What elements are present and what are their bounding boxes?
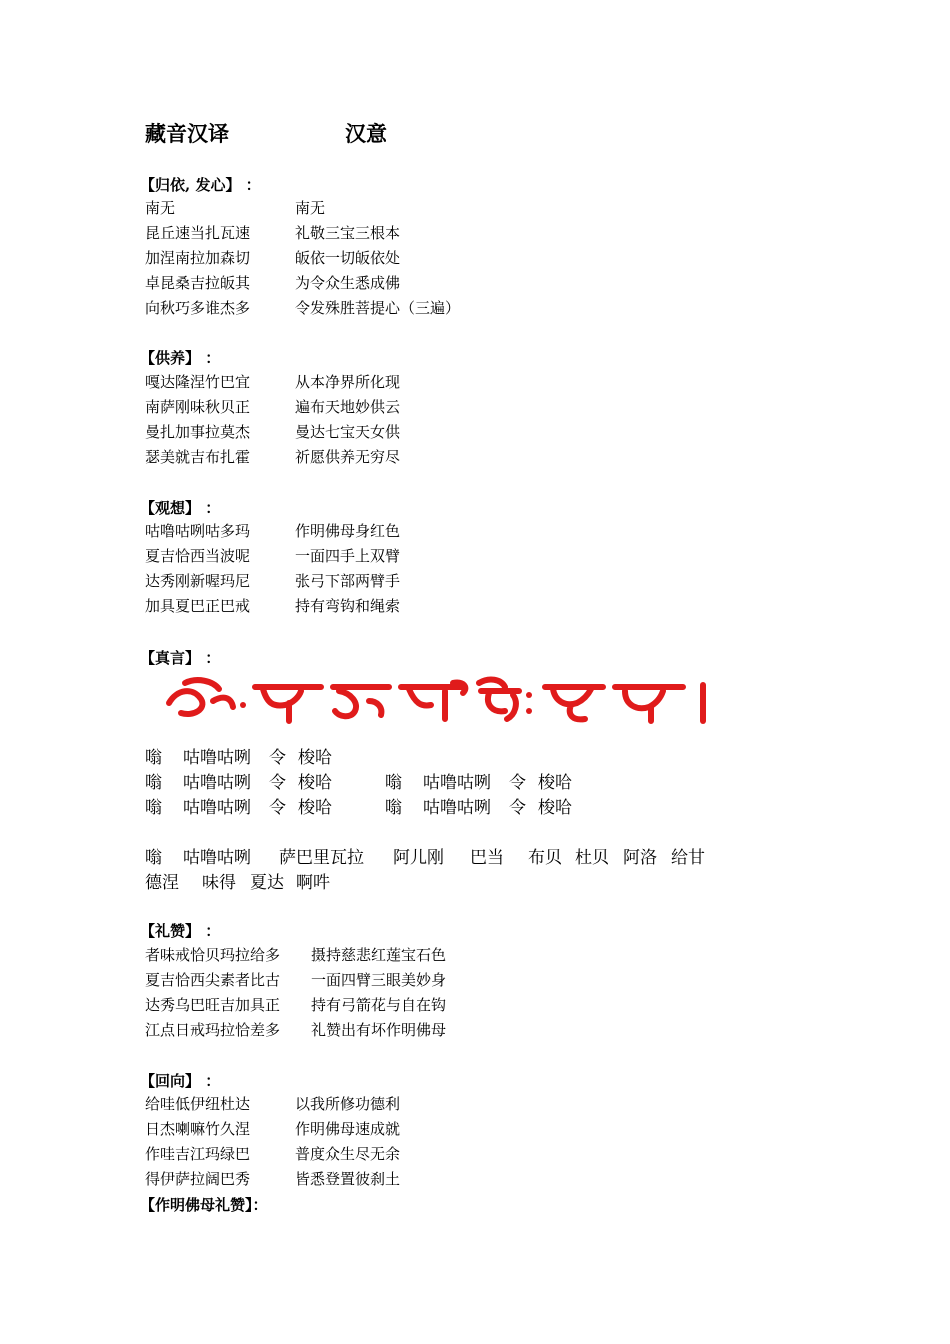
mantra-syllable: 梭哈 xyxy=(538,773,572,793)
transliteration-text: 者味戒恰贝玛拉给多 xyxy=(145,946,281,964)
heading-offering: 【供养】 ： xyxy=(140,349,221,367)
transliteration-text: 夏吉恰西当波呢 xyxy=(145,547,251,565)
mantra-syllable: 巴当 xyxy=(470,848,504,868)
mantra-syllable: 咕噜咕咧 xyxy=(183,848,251,868)
mantra-syllable: 梭哈 xyxy=(298,773,332,793)
meaning-text: 南无 xyxy=(295,199,326,217)
transliteration-text: 曼扎加事拉莫杰 xyxy=(145,423,251,441)
mantra-syllable: 嗡 xyxy=(385,798,402,818)
verse-row xyxy=(145,520,401,541)
column-headers xyxy=(145,118,387,148)
mantra-syllable: 梭哈 xyxy=(298,748,332,768)
meaning-text: 摄持慈悲红莲宝石色 xyxy=(311,946,447,964)
heading-praise: 【礼赞】 ： xyxy=(140,922,221,940)
meaning-text: 作明佛母身红色 xyxy=(295,522,401,540)
transliteration-text: 咕噜咕咧咕多玛 xyxy=(145,522,251,540)
mantra-syllable: 阿儿刚 xyxy=(393,848,444,868)
mantra-syllable: 杜贝 xyxy=(575,848,609,868)
meaning-text: 以我所修功德利 xyxy=(295,1095,401,1113)
heading-visualization: 【观想】 ： xyxy=(140,499,221,517)
verse-row xyxy=(145,570,401,591)
mantra-syllable: 给甘 xyxy=(671,848,705,868)
verse-row xyxy=(145,944,447,965)
verse-row xyxy=(145,545,401,566)
meaning-text: 礼赞出有坏作明佛母 xyxy=(311,1021,447,1039)
verse-row xyxy=(145,272,401,293)
transliteration-text: 夏吉恰西尖素者比古 xyxy=(145,971,281,989)
transliteration-text: 得伊萨拉阔巴秀 xyxy=(145,1170,251,1188)
mantra-syllable: 令 xyxy=(269,748,286,768)
meaning-text: 普度众生尽无余 xyxy=(295,1145,401,1163)
mantra-syllable: 咕噜咕咧 xyxy=(183,798,251,818)
transliteration-text: 江点日戒玛拉恰差多 xyxy=(145,1021,281,1039)
mantra-syllable: 令 xyxy=(269,773,286,793)
mantra-syllable: 令 xyxy=(269,798,286,818)
transliteration-text: 卓昆桑吉拉皈其 xyxy=(145,274,251,292)
mantra-syllable: 嗡 xyxy=(145,773,162,793)
meaning-text: 一面四手上双臂 xyxy=(295,547,401,565)
transliteration-text: 南萨刚味秋贝正 xyxy=(145,398,251,416)
mantra-syllable: 梭哈 xyxy=(538,798,572,818)
verse-row xyxy=(145,994,447,1015)
meaning-text: 遍布天地妙供云 xyxy=(295,398,401,416)
meaning-text: 曼达七宝天女供 xyxy=(295,423,401,441)
tibetan-mantra-banner xyxy=(163,673,725,731)
mantra-syllable: 咕噜咕咧 xyxy=(423,773,491,793)
verse-row xyxy=(145,297,461,318)
transliteration-text: 嘎达隆涅竹巴宜 xyxy=(145,373,251,391)
mantra-syllable: 夏达 xyxy=(250,873,284,893)
mantra-syllable: 咕噜咕咧 xyxy=(183,748,251,768)
transliteration-text: 达秀乌巴旺吉加具正 xyxy=(145,996,281,1014)
verse-row xyxy=(145,1168,401,1189)
heading-mantra: 【真言】 ： xyxy=(140,649,221,667)
meaning-text: 张弓下部两臂手 xyxy=(295,572,401,590)
transliteration-text: 加具夏巴正巴戒 xyxy=(145,597,251,615)
transliteration-text: 给哇低伊纽杜达 xyxy=(145,1095,251,1113)
header-meaning: 汉意 xyxy=(345,121,387,146)
mantra-syllable: 嗡 xyxy=(385,773,402,793)
meaning-text: 皈依一切皈依处 xyxy=(295,249,401,267)
mantra-syllable: 令 xyxy=(509,773,526,793)
mantra-syllable: 嗡 xyxy=(145,798,162,818)
transliteration-text: 瑟美就吉布扎霍 xyxy=(145,448,251,466)
meaning-text: 令发殊胜菩提心（三遍） xyxy=(295,299,461,317)
meaning-text: 持有弯钩和绳索 xyxy=(295,597,401,615)
mantra-syllable: 德涅 xyxy=(145,873,179,893)
verse-row xyxy=(145,421,401,442)
meaning-text: 持有弓箭花与自在钩 xyxy=(311,996,447,1014)
transliteration-text: 作哇吉江玛绿巴 xyxy=(145,1145,251,1163)
verse-row xyxy=(145,247,401,268)
meaning-text: 作明佛母速成就 xyxy=(295,1120,401,1138)
verse-row xyxy=(145,446,401,467)
verse-row xyxy=(145,595,401,616)
transliteration-text: 昆丘速当扎瓦速 xyxy=(145,224,251,242)
mantra-syllable: 布贝 xyxy=(528,848,562,868)
meaning-text: 祈愿供养无穷尽 xyxy=(295,448,401,466)
heading-dedication: 【回向】 ： xyxy=(140,1072,221,1090)
verse-row xyxy=(145,396,401,417)
transliteration-text: 达秀刚新喔玛尼 xyxy=(145,572,251,590)
verse-row xyxy=(145,1019,447,1040)
mantra-syllable: 嗡 xyxy=(145,748,162,768)
verse-row xyxy=(145,222,401,243)
mantra-syllable: 嗡 xyxy=(145,848,162,868)
verse-row xyxy=(145,1143,401,1164)
mantra-syllable: 令 xyxy=(509,798,526,818)
meaning-text: 为令众生悉成佛 xyxy=(295,274,401,292)
mantra-syllable: 萨巴里瓦拉 xyxy=(279,848,364,868)
mantra-syllable: 咕噜咕咧 xyxy=(423,798,491,818)
mantra-syllable: 阿洛 xyxy=(623,848,657,868)
meaning-text: 礼敬三宝三根本 xyxy=(295,224,401,242)
heading-final-praise: 【作明佛母礼赞】： xyxy=(140,1196,268,1214)
verse-row xyxy=(145,969,447,990)
transliteration-text: 加涅南拉加森切 xyxy=(145,249,251,267)
mantra-syllable: 梭哈 xyxy=(298,798,332,818)
header-transliteration: 藏音汉译 xyxy=(145,121,229,146)
meaning-text: 从本净界所化现 xyxy=(295,373,401,391)
verse-row xyxy=(145,197,326,218)
transliteration-text: 向秋巧多谁杰多 xyxy=(145,299,251,317)
transliteration-text: 日杰喇嘛竹久涅 xyxy=(145,1120,251,1138)
mantra-syllable: 啊吽 xyxy=(296,873,330,893)
transliteration-text: 南无 xyxy=(145,199,176,217)
heading-refuge: 【归依, 发心】 ： xyxy=(140,176,261,194)
meaning-text: 皆悉登置彼刹土 xyxy=(295,1170,401,1188)
verse-row xyxy=(145,371,401,392)
meaning-text: 一面四臂三眼美妙身 xyxy=(311,971,447,989)
verse-row xyxy=(145,1118,401,1139)
mantra-syllable: 味得 xyxy=(202,873,236,893)
mantra-syllable: 咕噜咕咧 xyxy=(183,773,251,793)
verse-row xyxy=(145,1093,401,1114)
